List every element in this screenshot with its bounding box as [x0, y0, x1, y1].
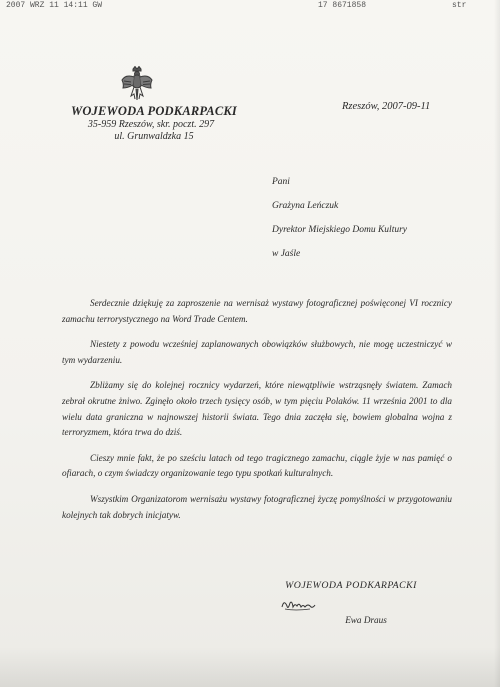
body-paragraph: Wszystkim Organizatorom wernisażu wystawy fotograficznej życzę pomyślności w przygotowaniu kolejnych tak dobrych inicjatyw.: [62, 493, 452, 520]
recipient-block: [272, 175, 407, 271]
fax-header: [0, 0, 500, 12]
body-paragraph: Niestety z powodu wcześniej zaplanowanych obowiązków służbowych, nie mogę uczestniczyć w tym wydarzeniu.: [62, 339, 452, 365]
letterhead: [64, 104, 244, 143]
body-paragraph: Zbliżamy się do kolejnej rocznicy wydarzeń, które niewątpliwie wstrząsnęły światem. Zamach zebrał okrutne żniwo. Zginęło około trzech tysięcy osób, w tym pięciu Polaków. 11 września 2001 to dla wielu data graniczna w najnowszej historii świata. Tego dnia zaczęła się, bowiem globalna wojna z terroryzmem, która trwa do dziś.: [62, 380, 452, 438]
fax-header-number: 17 8671858: [318, 1, 367, 10]
fax-header-page: str: [452, 1, 467, 10]
scan-shadow-bottom: [0, 647, 500, 687]
letterhead-title: WOJEWODA PODKARPACKI: [71, 104, 237, 118]
signature-title: WOJEWODA PODKARPACKI: [285, 580, 417, 591]
recipient-organization: Dyrektor Miejskiego Domu Kultury: [272, 225, 407, 235]
scan-shadow-right: [494, 0, 500, 687]
body-paragraph: Cieszy mnie fakt, że po sześciu latach od tego tragicznego zamachu, ciągle żyje w nas pamięć o ofiarach, o czym świadczy organizowanie tego typu spotkań kulturalnych.: [62, 452, 452, 479]
recipient-salutation: Pani: [272, 177, 290, 187]
letterhead-address-line2: ul. Grunwaldzka 15: [114, 131, 194, 142]
handwritten-signature-icon: [280, 597, 316, 613]
fax-header-left: 2007 WRZ 11 14:11 GW: [6, 1, 103, 10]
letter-date: Rzeszów, 2007-09-11: [342, 101, 431, 112]
signature-block: [276, 580, 426, 625]
recipient-name: Grażyna Leńczuk: [272, 201, 339, 211]
body-paragraph: Serdecznie dziękuję za zaproszenie na wernisaż wystawy fotograficznej poświęconej VI rocznicy zamachu terrorystycznego na Word Trade Centem.: [62, 298, 452, 324]
letterhead-address-line1: 35-959 Rzeszów, skr. poczt. 297: [87, 119, 215, 130]
recipient-city: w Jaśle: [272, 249, 301, 259]
signatory-name: Ewa Draus: [345, 615, 387, 625]
letter-body: [62, 296, 452, 533]
polish-eagle-emblem-icon: [120, 66, 154, 102]
